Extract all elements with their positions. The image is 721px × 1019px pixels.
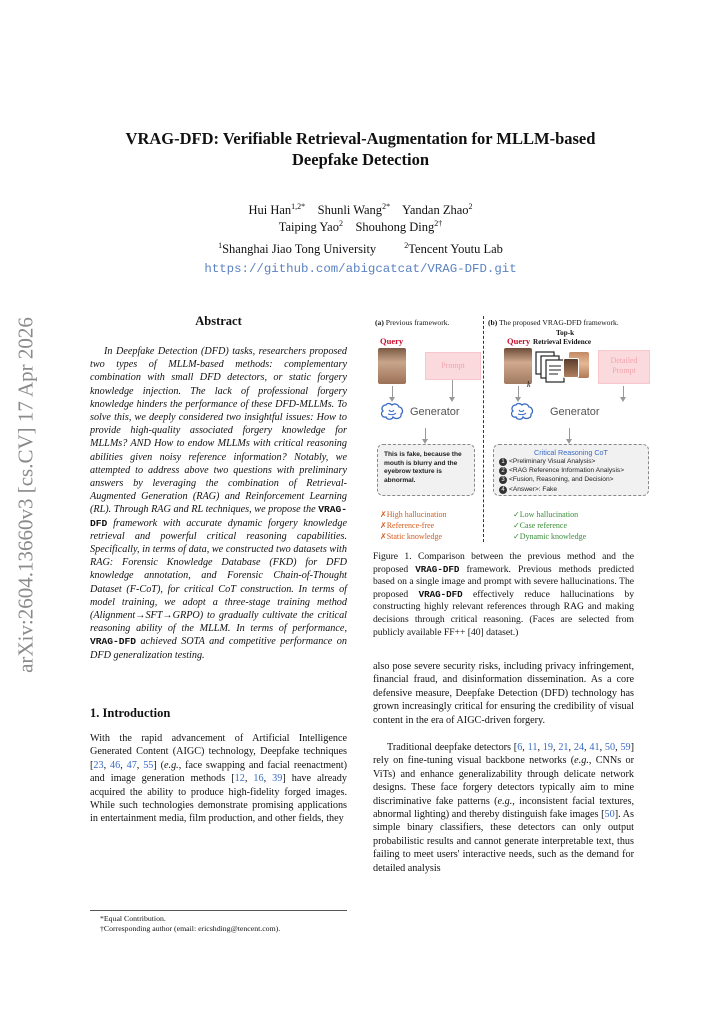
retrieval-evidence-label: Retrieval Evidence [533,338,592,346]
authors-line-2 [90,216,631,235]
topk-label: Top-k [556,329,575,337]
generator-a [380,402,460,422]
figure-1 [373,314,652,546]
generator-b [510,402,600,422]
panel-b-label: (b) The proposed VRAG-DFD framework. [488,318,619,327]
panel-divider [483,316,484,542]
detailed-prompt-text: Detailed Prompt [610,356,638,375]
footnote-corresponding: †Corresponding author (email: ericshding@tencent.com). [100,924,281,933]
query-face-image-b [504,348,532,384]
intro-paragraph-right-1: also pose severe security risks, including privacy infringement, financial fraud, and disinformation dissemination. As a core defensive measure, Deepfake Detection (DFD) technology has grown increasingly critical for ensuring the credibility of visual content in the era of AIGC-driven forgery. [373,661,634,726]
figure-1-caption: Figure 1. Comparison between the previous method and the proposed VRAG-DFD framework. Previous methods predicted based on a single image and prompt with severe hallucinations. The proposed VRAG-DFD effectively reduce hallucinations by constructing highly relevant references through RAG and making decisions through critical reasoning. (Faces are selected from publicly available FF++ [40] dataset.) [373,551,634,638]
panel-a-label: (a) Previous framework. [375,318,450,327]
author: Yandan Zhao$^2$ [402,202,473,218]
query-face-image-a [378,348,406,384]
arrow [518,386,519,398]
title-line-1: VRAG-DFD: Verifiable Retrieval-Augmentation for MLLM-based [125,129,596,148]
author: Shunli Wang$^{2*}$ [317,202,391,218]
github-link[interactable]: https://github.com/abigcatcat/VRAG-DFD.git [204,262,517,276]
abstract-body: In Deepfake Detection (DFD) tasks, researchers proposed two types of MLLM-based methods: complementary combination with small DFD detectors, or static forgery knowledge injection. The lack of professional forgery knowledge hinders the performance of these DFD-MLLMs. To solve this, we deeply considered two insightful issues: How to provide high-quality associated forgery knowledge for MLLMs? AND How to endow MLLMs with critical reasoning abilities given noisy reference information? Notably, we attempted to address above two questions with preliminary answers by leveraging the combination of Retrieval-Augmented Generation (RAG) and Reinforcement Learning (RL). Through RAG and RL techniques, we propose the VRAG-DFD framework with accurate dynamic forgery knowledge retrieval and powerful critical reasoning capabilities. Specifically, in terms of data, we constructed two datasets with RAG: Forensic Knowledge Database (FKD) for DFD knowledge annotation, and Forensic Chain-of-Thought Dataset (F-CoT), for critical CoT construction. In terms of model training, we adopt a three-stage training method (Alignment→SFT→GRPO) to gradually cultivate the critical reasoning ability of the MLLM. In terms of performance, VRAG-DFD achieved SOTA and competitive performance on DFD generalization testing. [90,346,347,661]
affiliations: $^1$Shanghai Jiao Tong University $^2$Tencent Youtu Lab [218,241,503,257]
arxiv-sidebar-id [6,300,46,690]
author: Hui Han$^{1,2*}$ [248,202,306,218]
prompt-box-a: Prompt [425,352,481,380]
arrow [623,386,624,398]
arrow [392,386,393,398]
good-point: ✓Dynamic knowledge [513,532,587,541]
introduction-heading: 1. Introduction [90,706,171,720]
cross-icon: ✗ [380,532,387,541]
cot-step: 1 <Preliminary Visual Analysis> [499,457,648,466]
bad-point: ✗Static knowledge [380,532,443,541]
cot-step: 4 <Answer>: Fake [499,485,648,494]
brain-icon [380,402,404,422]
query-label-b: Query [507,336,531,346]
generator-label-a: Generator [410,406,460,418]
arrow [569,428,570,440]
cot-step: 2 <RAG Reference Information Analysis> [499,466,648,475]
check-icon: ✓ [513,510,520,519]
good-point: ✓Low hallucination [513,510,579,519]
bad-point: ✗High hallucination [380,510,447,519]
brain-icon [510,402,534,422]
author: Shouhong Ding$^{2\dagger}$ [355,219,443,235]
cot-title: Critical Reasoning CoT [534,448,608,457]
footnotes [90,910,347,934]
intro-paragraph-right-2: Traditional deepfake detectors [6, 11, 19, 21, 24, 41, 50, 59] rely on fine-tuning visual backbone networks (e.g., CNNs or ViTs) and enhance generalizability through delicate network designs. These face forgery detectors typically aim to mine discriminative fake patterns (e.g., inconsistent facial textures, abnormal lighting) and thereby distinguish fake images [50]. As simple binary classifiers, these detectors can only output probabilistic results and cannot generate interpretable text, thus failing to meet users' interactive needs, such as the demand for detailed analysis [373,742,635,874]
detailed-prompt-box [598,350,650,384]
author: Taiping Yao$^2$ [278,219,343,235]
cot-steps [494,457,648,494]
bad-point: ✗Reference-free [380,521,435,530]
cross-icon: ✗ [380,510,387,519]
footnote-equal: *Equal Contribution. [100,914,166,923]
arxiv-id-text: arXiv:2604.13660v3 [cs.CV] 17 Apr 2026 [13,317,38,673]
previous-output-text: This is fake, because the mouth is blurry and the eyebrow texture is abnormal. [384,451,462,484]
intro-paragraph-left: With the rapid advancement of Artificial Intelligence Generated Content (AIGC) technology, Deepfake techniques [23, 46, 47, 55] (e.g., face swapping and facial reenactment) and image generation methods [12, 16, 39] have already acquired the ability to produce high-fidelity forged images. While such technologies demonstrate promising applications in entertainment media, film production, and other fields, they [90,733,348,825]
retrieved-face-image [563,358,579,378]
generator-label-b: Generator [550,406,600,418]
abstract-heading: Abstract [195,314,242,328]
cross-icon: ✗ [380,521,387,530]
k-label: k [527,380,531,389]
check-icon: ✓ [513,521,520,530]
arrow [425,428,426,440]
arrow [452,380,453,398]
previous-output-box [377,444,475,496]
cot-step: 3 <Fusion, Reasoning, and Decision> [499,475,648,484]
good-point: ✓Case reference [513,521,567,530]
paper-title [90,128,631,170]
bad-points-list [380,509,446,542]
critical-reasoning-cot-box [493,444,649,496]
query-label-a: Query [380,336,404,346]
check-icon: ✓ [513,532,520,541]
title-line-2: Deepfake Detection [292,150,429,169]
good-points-list [513,509,586,542]
